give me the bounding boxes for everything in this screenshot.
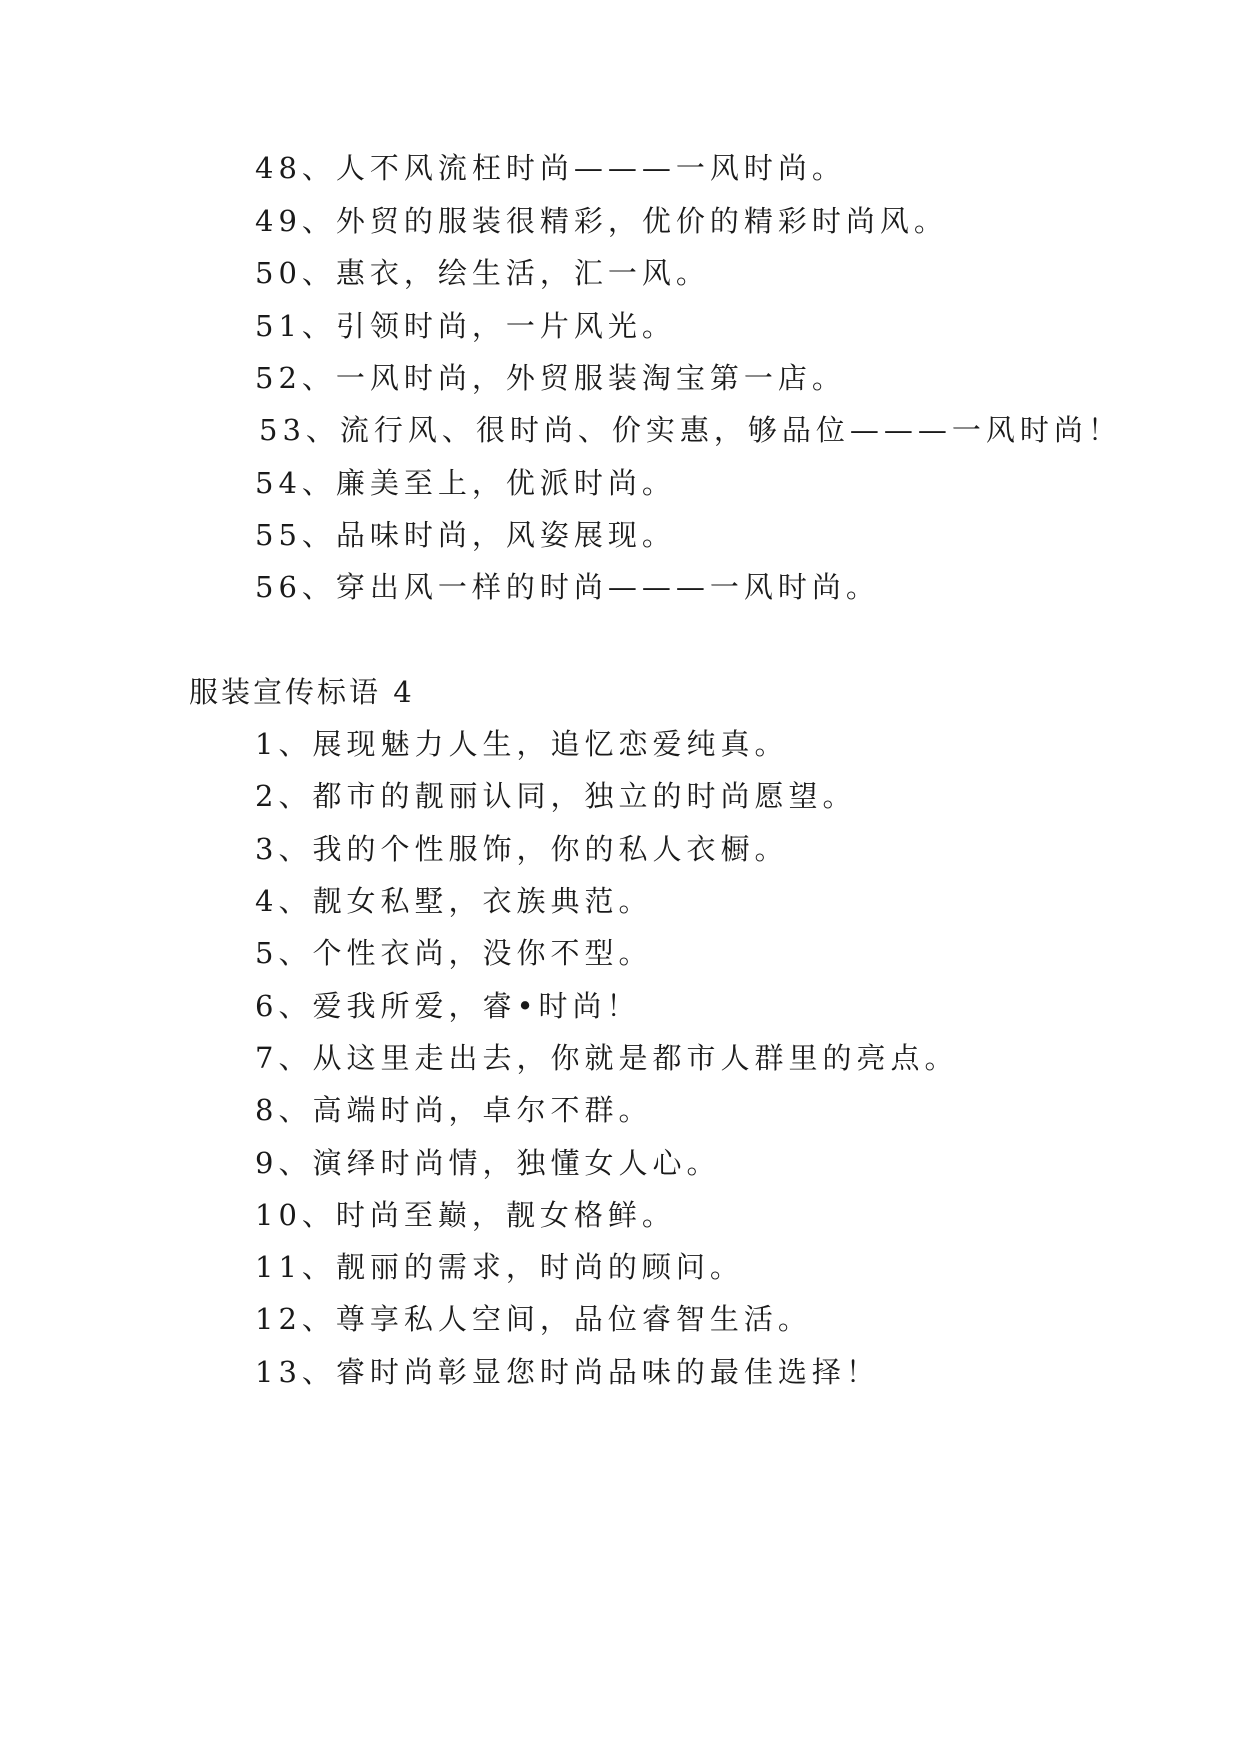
section4-item-10: 10、时尚至巅，靓女格鲜。	[255, 1198, 676, 1232]
slogan-item-55: 55、品味时尚，风姿展现。	[255, 518, 676, 552]
section4-item-2: 2、都市的靓丽认同，独立的时尚愿望。	[255, 779, 857, 813]
slogan-item-50: 50、惠衣，绘生活，汇一风。	[255, 256, 710, 290]
section4-item-13: 13、睿时尚彰显您时尚品味的最佳选择！	[255, 1355, 880, 1389]
section4-item-1: 1、展现魅力人生，追忆恋爱纯真。	[255, 727, 789, 761]
slogan-item-56: 56、穿出风一样的时尚———一风时尚。	[255, 570, 880, 604]
section4-item-7: 7、从这里走出去，你就是都市人群里的亮点。	[255, 1041, 959, 1075]
slogan-item-48: 48、人不风流枉时尚———一风时尚。	[255, 151, 846, 185]
slogan-item-52: 52、一风时尚，外贸服装淘宝第一店。	[255, 361, 846, 395]
section4-item-5: 5、个性衣尚，没你不型。	[255, 936, 653, 970]
slogan-item-54: 54、廉美至上，优派时尚。	[255, 466, 676, 500]
section4-item-8: 8、高端时尚，卓尔不群。	[255, 1093, 653, 1127]
section4-item-6: 6、爱我所爱，睿•时尚！	[255, 989, 641, 1023]
section-heading: 服装宣传标语 4	[189, 675, 415, 709]
slogan-item-53: 53、流行风、很时尚、价实惠，够品位———一风时尚！	[259, 413, 1122, 447]
slogan-item-49: 49、外贸的服装很精彩，优价的精彩时尚风。	[255, 204, 948, 238]
section4-item-3: 3、我的个性服饰，你的私人衣橱。	[255, 832, 789, 866]
slogan-item-51: 51、引领时尚，一片风光。	[255, 309, 676, 343]
section4-item-9: 9、演绎时尚情，独懂女人心。	[255, 1146, 721, 1180]
section4-item-11: 11、靓丽的需求，时尚的顾问。	[255, 1250, 744, 1284]
section4-item-12: 12、尊享私人空间，品位睿智生活。	[255, 1302, 812, 1336]
section4-item-4: 4、靓女私墅，衣族典范。	[255, 884, 653, 918]
